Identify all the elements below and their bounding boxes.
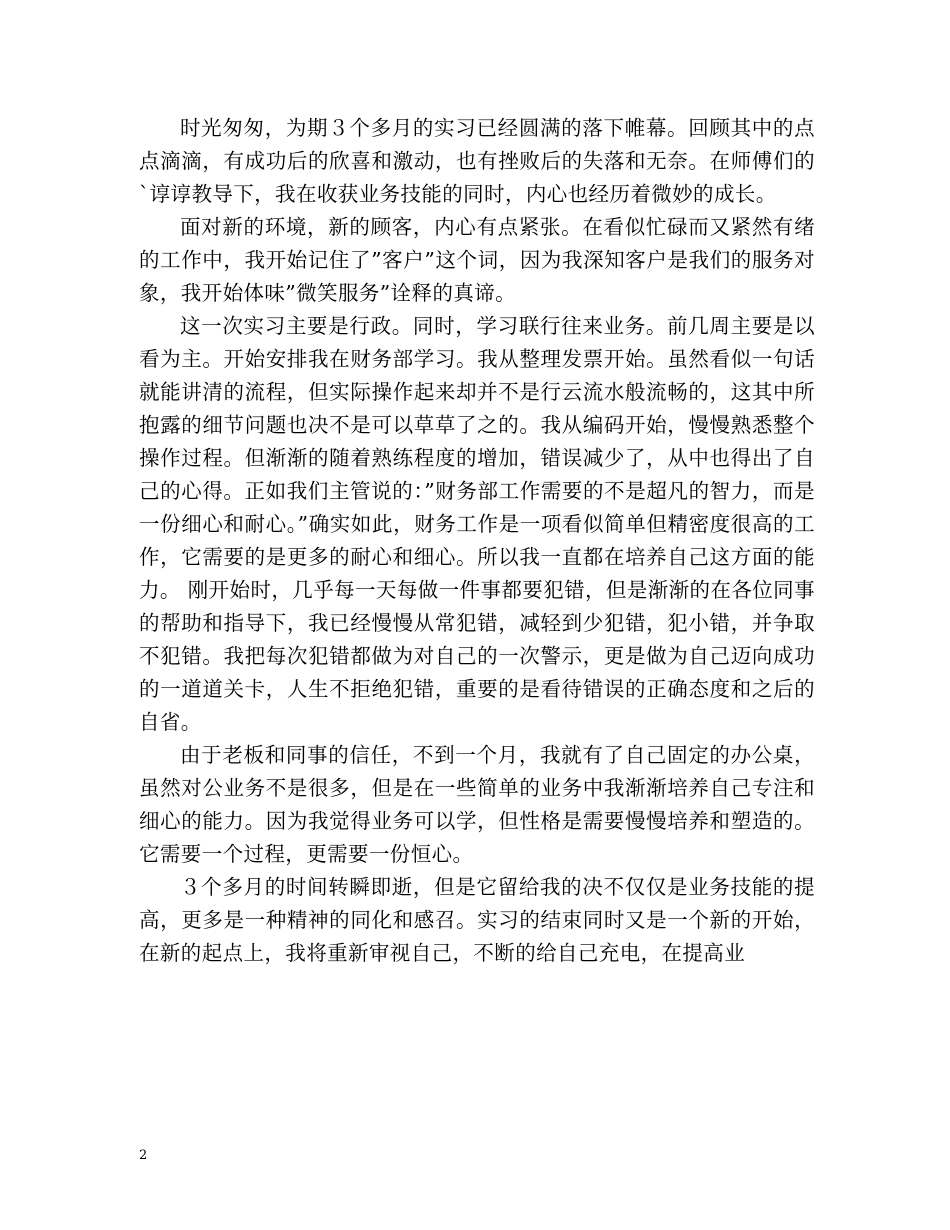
paragraph-3: 这一次实习主要是行政。同时，学习联行往来业务。前几周主要是以看为主。开始安排我在财务部学习。我从整理发票开始。虽然看似一句话就能讲清的流程，但实际操作起来却并不是行云流水般流畅的，这其中所抱露的细节问题也决不是可以草草了之的。我从编码开始，慢慢熟悉整个操作过程。但渐渐的随着熟练程度的增加，错误减少了，从中也得出了自己的心得。正如我们主管说的：”财务部工作需要的不是超凡的智力，而是一份细心和耐心。”确实如此，财务工作是一项看似简单但精密度很高的工作，它需要的是更多的耐心和细心。所以我一直都在培养自己这方面的能力。 刚开始时，几乎每一天每做一件事都要犯错，但是渐渐的在各位同事的帮助和指导下，我已经慢慢从常犯错，减轻到少犯错，犯小错，并争取不犯错。我把每次犯错都做为对自己的一次警示，更是做为自己迈向成功的一道道关卡，人生不拒绝犯错，重要的是看待错误的正确态度和之后的自省。 bbox=[139, 314, 815, 734]
page-number: 2 bbox=[139, 1148, 148, 1163]
page-body bbox=[139, 112, 815, 970]
paragraph-1: 时光匆匆，为期３个多月的实习已经圆满的落下帷幕。回顾其中的点点滴滴，有成功后的欣喜和激动，也有挫败后的失落和无奈。在师傅们的`谆谆教导下，我在收获业务技能的同时，内心也经历着微妙的成长。 bbox=[139, 116, 815, 206]
paragraph-4: 由于老板和同事的信任，不到一个月，我就有了自己固定的办公桌，虽然对公业务不是很多，但是在一些简单的业务中我渐渐培养自己专注和细心的能力。因为我觉得业务可以学，但性格是需要慢慢培养和塑造的。它需要一个过程，更需要一份恒心。 bbox=[139, 743, 815, 866]
paragraph-5: ３个多月的时间转瞬即逝，但是它留给我的决不仅仅是业务技能的提高，更多是一种精神的同化和感召。实习的结束同时又是一个新的开始，在新的起点上，我将重新审视自己，不断的给自己充电，在提高业 bbox=[139, 875, 815, 965]
paragraph-2: 面对新的环境，新的顾客，内心有点紧张。在看似忙碌而又紧然有绪的工作中，我开始记住了”客户”这个词，因为我深知客户是我们的服务对象，我开始体味”微笑服务”诠释的真谛。 bbox=[139, 215, 815, 305]
